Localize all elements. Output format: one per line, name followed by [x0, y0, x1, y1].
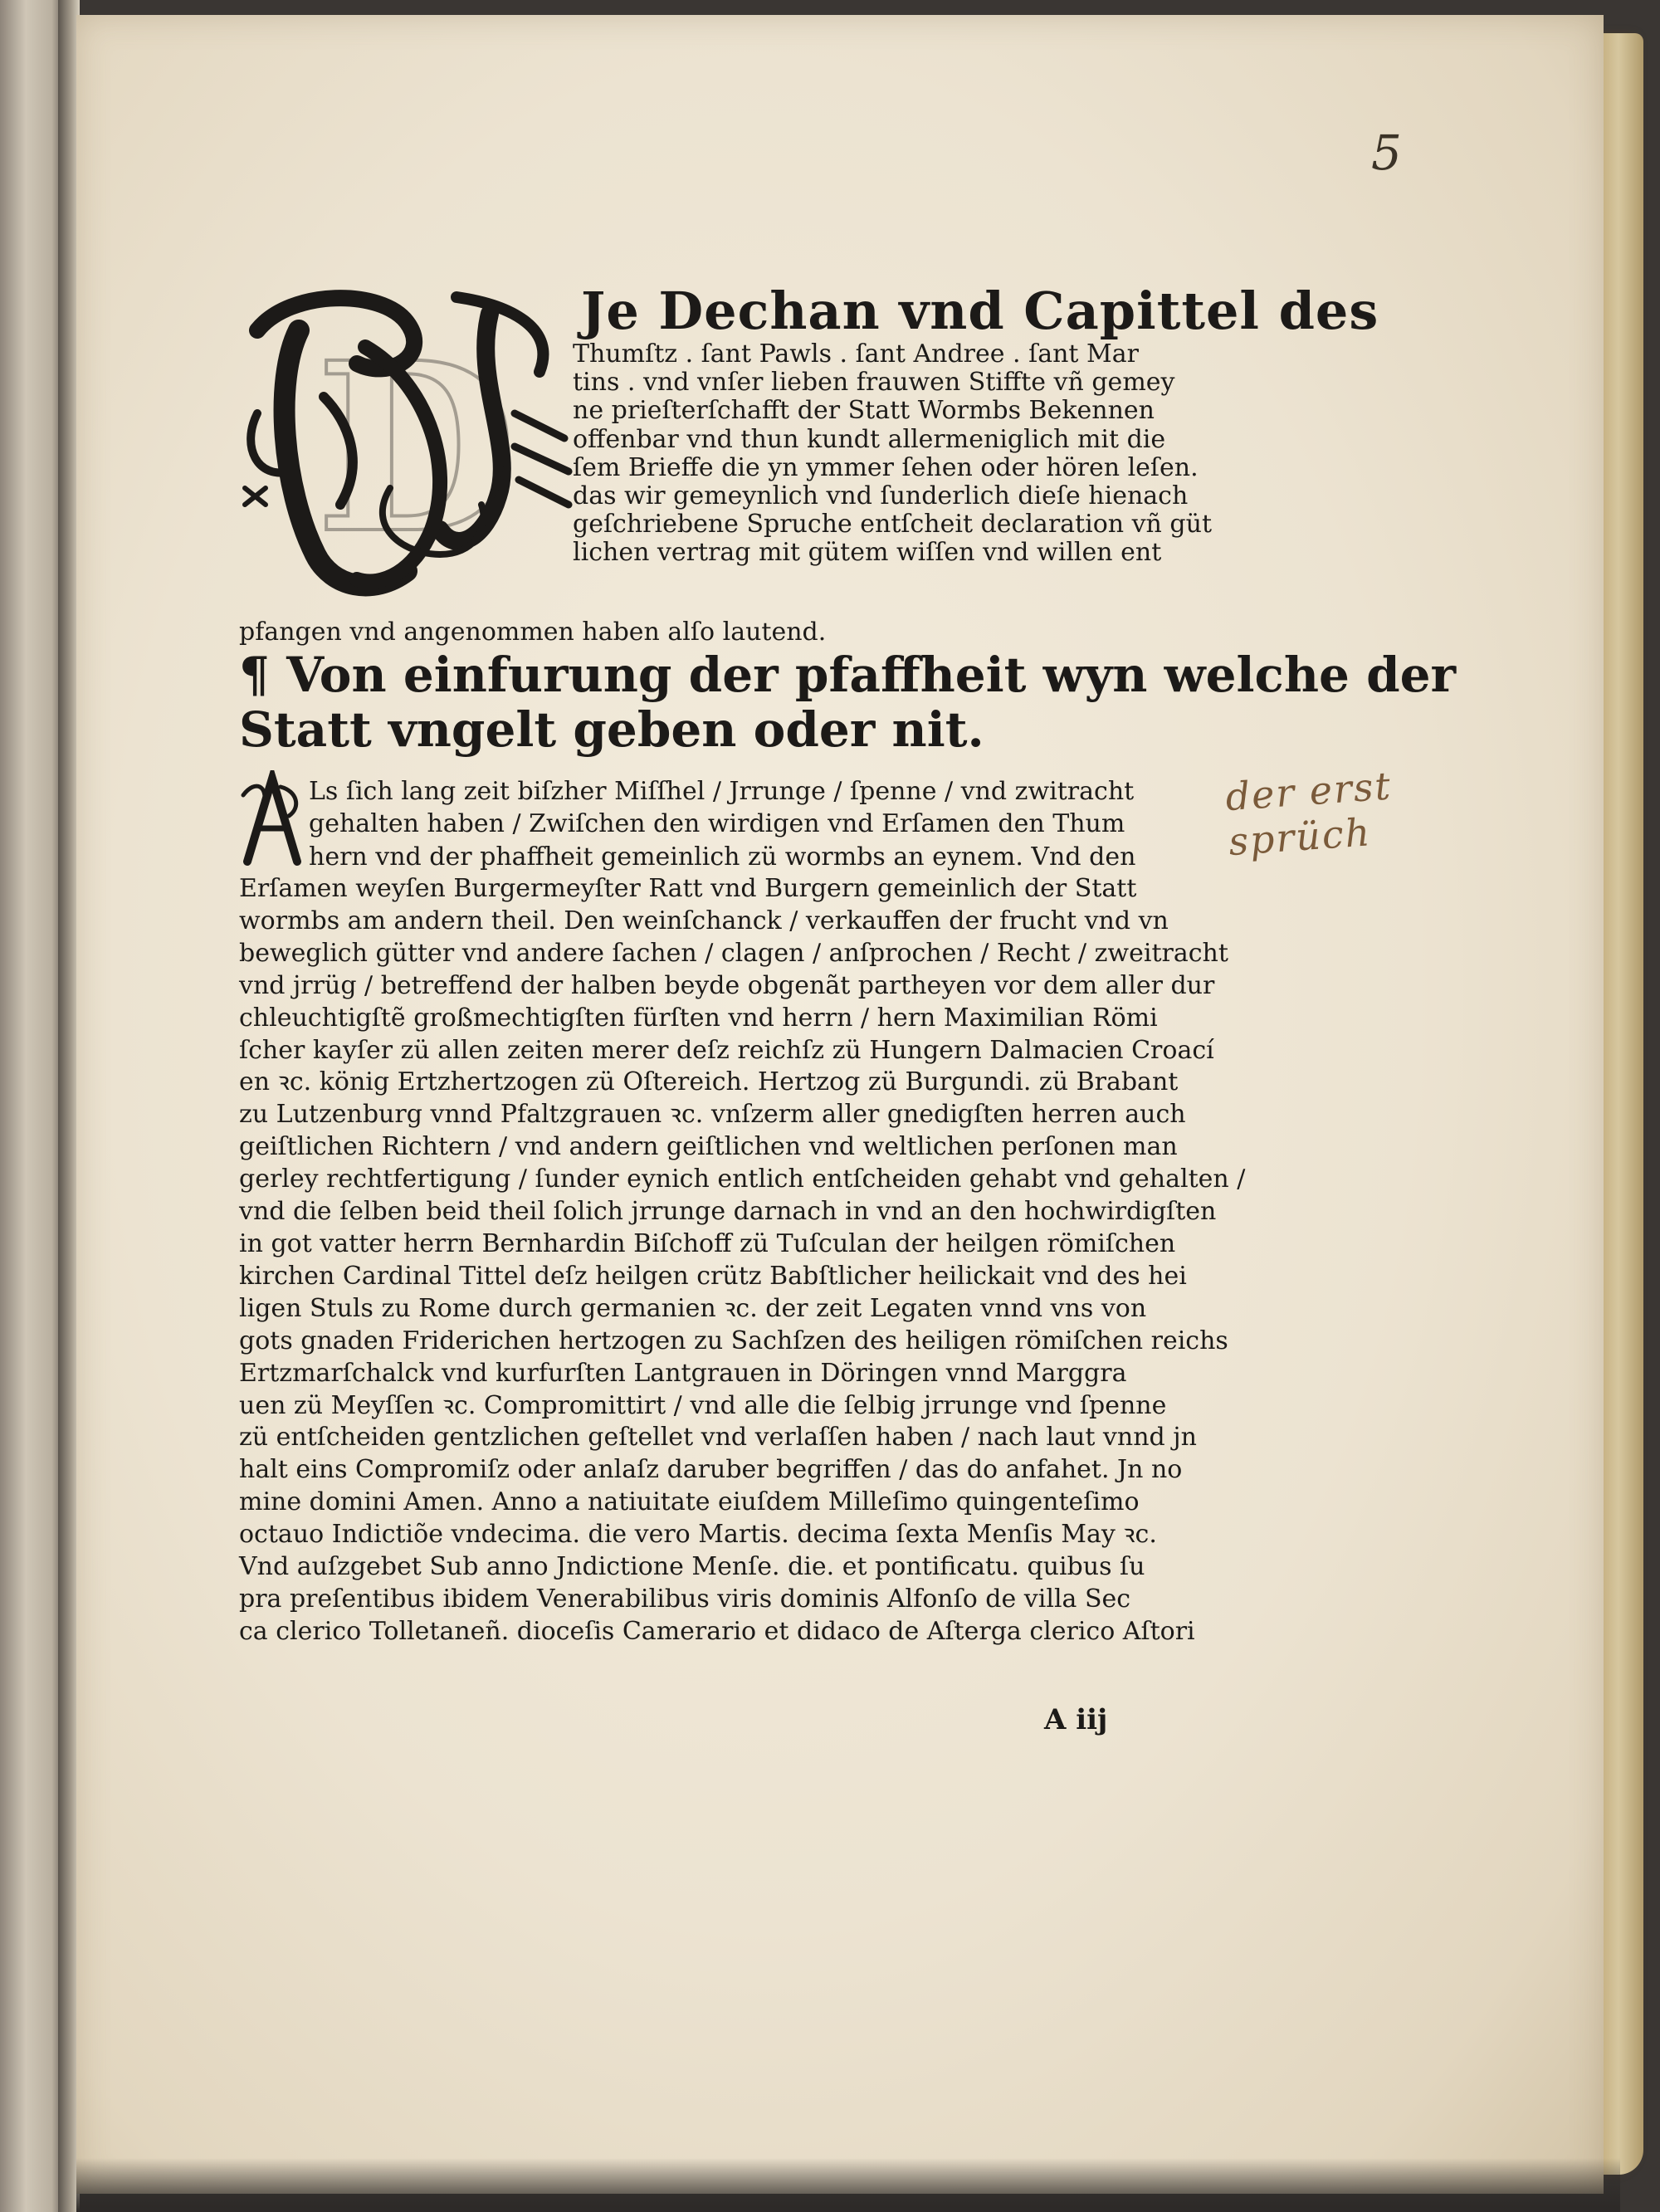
body-line: Vnd auſzgebet Sub anno Jndictione Menſe. die. et pontificatu. quibus ſu	[239, 1552, 1145, 1582]
body-line: uen zü Meyſſen ꝛc. Compromittirt / vnd alle die ſelbig jrrunge vnd ſpenne	[239, 1390, 1167, 1420]
body-line: gehalten haben / Zwiſchen den wirdigen vnd Erſamen den Thum	[309, 809, 1125, 839]
opening-last-line: pfangen vnd angenommen haben alſo lautend.	[239, 618, 827, 647]
body-line: zu Lutzenburg vnnd Pfaltzgrauen ꝛc. vnſzerm aller gnedigſten herren auch	[239, 1100, 1186, 1130]
body-line: Erſamen weyſen Burgermeyſter Ratt vnd Burgern gemeinlich der Statt	[239, 874, 1137, 903]
body-line: vnd die ſelben beid theil ſolich jrrunge darnach in vnd an den hochwirdigſten	[239, 1197, 1217, 1227]
body-line: Ertzmarſchalck vnd kurfurſten Lantgrauen in Döringen vnnd Marggra	[239, 1358, 1127, 1388]
initial-letter: D	[315, 312, 517, 585]
body-line: ſcher kayſer zü allen zeiten merer deſz reichſz zü Hungern Dalmacien Croací	[239, 1035, 1214, 1065]
opening-line: ne prieſterſchafft der Statt Wormbs Bekennen	[573, 396, 1155, 426]
opening-line: das wir gemeynlich vnd ſunderlich dieſe hienach	[573, 481, 1189, 511]
signature-mark: A iij	[1044, 1703, 1108, 1736]
bottom-shadow	[76, 2158, 1620, 2212]
body-line: kirchen Cardinal Tittel deſz heilgen crütz Babſtlicher heilickait vnd des hei	[239, 1261, 1187, 1291]
body-paragraph-start	[309, 775, 1135, 873]
marginal-note: der erst sprüch	[1223, 763, 1394, 865]
section-title-line: Statt vngelt geben oder nit.	[239, 701, 984, 758]
opening-line: geſchriebene Spruche entſcheit declaration vñ güt	[573, 510, 1212, 540]
folio-number: 5	[1371, 125, 1402, 181]
opening-line: lichen vertrag mit gütem wiſſen vnd willen ent	[573, 538, 1162, 568]
body-line: Ls ſich lang zeit biſzher Miſſhel / Jrrunge / ſpenne / vnd zwitracht	[309, 777, 1135, 806]
body-line: gots gnaden Friderichen hertzogen zu Sachſzen des heiligen römiſchen reichs	[239, 1326, 1228, 1355]
opening-line: Thumſtz . ſant Pawls . ſant Andree . ſant Mar	[573, 339, 1139, 369]
body-line: halt eins Compromiſz oder anlaſz daruber begriffen / das do anfahet. Jn no	[239, 1455, 1183, 1485]
facing-page-edge	[0, 0, 65, 2212]
body-line: hern vnd der phaffheit gemeinlich zü wormbs an eynem. Vnd den	[309, 842, 1136, 872]
body-line: chleuchtigſtẽ großmechtigſten fürſten vnd herrn / hern Maximilian Römi	[239, 1003, 1158, 1033]
body-line: en ꝛc. könig Ertzhertzogen zü Oſtereich. Hertzog zü Burgundi. zü Brabant	[239, 1067, 1179, 1097]
opening-line: offenbar vnd thun kundt allermeniglich mit die	[573, 424, 1166, 454]
section-title	[239, 647, 1456, 757]
body-line: ligen Stuls zu Rome durch germanien ꝛc. der zeit Legaten vnnd vns von	[239, 1293, 1147, 1323]
opening-line: ſem Brieffe die yn ymmer ſehen oder hören leſen.	[573, 452, 1199, 482]
body-line: mine domini Amen. Anno a natiuitate eiuſdem Milleſimo quingenteſimo	[239, 1487, 1140, 1517]
opening-paragraph	[573, 339, 1212, 568]
body-line: wormbs am andern theil. Den weinſchanck / verkauffen der frucht vnd vn	[239, 906, 1169, 935]
decorated-initial	[241, 281, 589, 613]
body-line: zü entſcheiden gentzlichen geſtellet vnd verlaſſen haben / nach laut vnnd jn	[239, 1423, 1197, 1453]
body-line: octauo Indictiõe vndecima. die vero Martis. decima ſexta Menſis May ꝛc.	[239, 1520, 1157, 1550]
body-line: geiſtlichen Richtern / vnd andern geiſtlichen vnd weltlichen perſonen man	[239, 1132, 1178, 1162]
opening-heading: Je Dechan vnd Capittel des	[581, 281, 1379, 341]
body-line: beweglich gütter vnd andere ſachen / clagen / anſprochen / Recht / zweitracht	[239, 938, 1228, 968]
body-line: in got vatter herrn Bernhardin Biſchoff zü Tuſculan der heilgen römiſchen	[239, 1228, 1176, 1258]
body-paragraph	[239, 873, 1245, 1648]
body-line: pra preſentibus ibidem Venerabilibus viris dominis Alfonſo de villa Sec	[239, 1584, 1131, 1614]
small-initial-a	[239, 770, 305, 870]
body-line: gerley rechtfertigung / ſunder eynich entlich entſcheiden gehabt vnd gehalten /	[239, 1165, 1246, 1194]
body-line: ca clerico Tolletaneñ. dioceſis Camerario et didaco de Aſterga clerico Aſtori	[239, 1616, 1195, 1646]
body-line: vnd jrrüg / betreffend der halben beyde obgenãt partheyen vor dem aller dur	[239, 970, 1215, 1000]
section-title-line: ¶ Von einfurung der pfaffheit wyn welche der	[239, 647, 1457, 703]
opening-line: tins . vnd vnſer lieben frauwen Stiffte vñ gemey	[573, 368, 1175, 398]
